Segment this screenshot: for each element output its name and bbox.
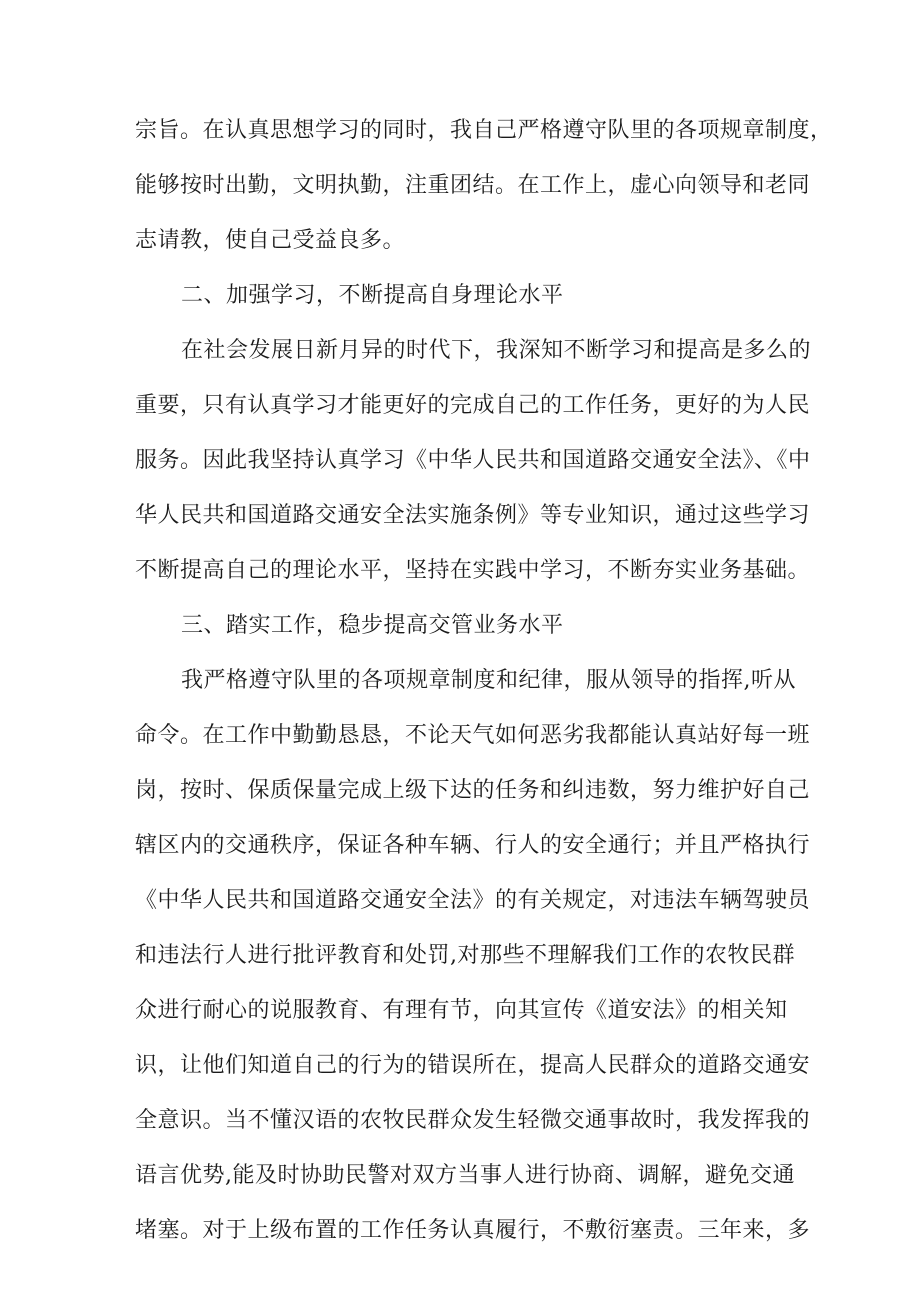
text-line: 识，让他们知道自己的行为的错误所在，提高人民群众的道路交通安 [135, 1053, 811, 1078]
text-line: 众进行耐心的说服教育、有理有节，向其宣传《道安法》的相关知 [135, 998, 788, 1023]
text-line: 宗旨。在认真思想学习的同时，我自己严格遵守队里的各项规章制度， [135, 118, 833, 143]
text-line: 能够按时出勤，文明执勤，注重团结。在工作上，虚心向领导和老同 [135, 173, 811, 198]
text-line: 辖区内的交通秩序，保证各种车辆、行人的安全通行；并且严格执行 [135, 833, 811, 858]
text-line: 服务。因此我坚持认真学习《中华人民共和国道路交通安全法》、《中 [135, 448, 811, 473]
text-line: 华人民共和国道路交通安全法实施条例》等专业知识，通过这些学习 [135, 503, 811, 528]
text-line: 全意识。当不懂汉语的农牧民群众发生轻微交通事故时，我发挥我的 [135, 1108, 811, 1133]
paragraph-start-line: 在社会发展日新月异的时代下，我深知不断学习和提高是多么的 [181, 338, 812, 363]
document-body [135, 112, 833, 1267]
paragraph-start-line: 我严格遵守队里的各项规章制度和纪律，服从领导的指挥,听从 [181, 668, 796, 693]
text-line: 《中华人民共和国道路交通安全法》的有关规定，对违法车辆驾驶员 [135, 888, 811, 913]
text-line: 志请教，使自己受益良多。 [135, 228, 406, 253]
text-line: 堵塞。对于上级布置的工作任务认真履行，不敷衍塞责。三年来，多 [135, 1218, 811, 1243]
text-line: 命令。在工作中勤勤恳恳，不论天气如何恶劣我都能认真站好每一班 [135, 723, 811, 748]
text-line: 语言优势,能及时协助民警对双方当事人进行协商、调解，避免交通 [135, 1163, 795, 1188]
paragraph-start-line: 二、加强学习，不断提高自身理论水平 [181, 283, 564, 308]
paragraph-start-line: 三、踏实工作，稳步提高交管业务水平 [181, 613, 564, 638]
text-line: 岗，按时、保质保量完成上级下达的任务和纠违数，努力维护好自己 [135, 778, 811, 803]
text-line: 重要，只有认真学习才能更好的完成自己的工作任务，更好的为人民 [135, 393, 811, 418]
text-line: 和违法行人进行批评教育和处罚,对那些不理解我们工作的农牧民群 [135, 943, 795, 968]
text-line: 不断提高自己的理论水平，坚持在实践中学习，不断夯实业务基础。 [135, 558, 811, 583]
